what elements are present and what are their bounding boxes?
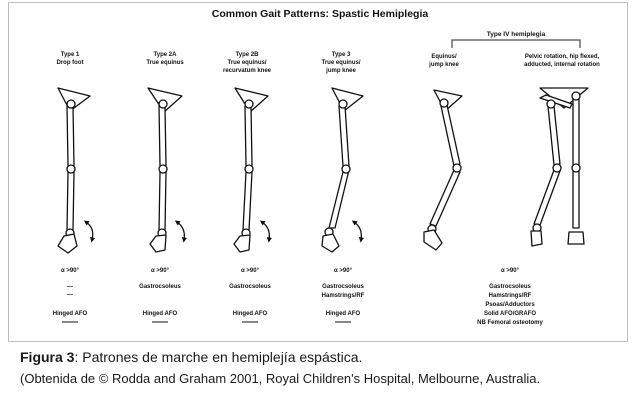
col1-treatment: Hinged AFO (52, 311, 88, 317)
col2-treatment: Hinged AFO (142, 311, 178, 317)
col4-muscle-2: Hamstrings/RF (321, 293, 365, 299)
col2-desc: True equinus (146, 60, 184, 66)
col1-desc: Drop foot (56, 60, 84, 66)
col3-treatment: Hinged AFO (232, 311, 268, 317)
pelvis-type3 (332, 88, 363, 111)
col1-type: Type 1 (60, 52, 80, 58)
col3-desc-1: True equinus/ (227, 60, 267, 66)
col1-muscle-1: — (67, 284, 73, 290)
col6-desc-1: Pelvic rotation, hip flexed, (524, 54, 600, 60)
caption-source: (Obtenida de © Rodda and Graham 2001, Royal Children's Hospital, Melbourne, Australia. (20, 371, 541, 386)
caption-text: : Patrones de marche en hemiplejía espástica. (74, 349, 363, 365)
leg-type1 (58, 88, 93, 253)
col3-desc-2: recurvatum knee (222, 68, 272, 74)
leg-type2a (148, 88, 184, 252)
col4-desc-1: True equinus/ (321, 60, 361, 66)
col1-muscle-2: — (67, 292, 73, 298)
col5-muscle-4: Solid AFO/GRAFO (483, 311, 537, 317)
leg-type3 (322, 88, 363, 252)
col6-desc-2: adducted, internal rotation (524, 62, 600, 68)
col2-angle: α >90° (151, 268, 169, 274)
col2-type: Type 2A (153, 52, 177, 58)
col4-treatment: Hinged AFO (325, 311, 361, 317)
leg-type4-equinus (424, 90, 462, 250)
leg-type4-pelvic (531, 88, 588, 246)
col5-desc-2: jump knee (429, 62, 459, 68)
col4-muscle-1: Gastrocsoleus (322, 284, 364, 290)
col5-desc-1: Equinus/ (431, 54, 457, 60)
col4-desc-2: jump knee (326, 68, 356, 74)
col1-angle: α >90° (61, 268, 79, 274)
col3-angle: α >90° (241, 268, 259, 274)
caption-line (20, 348, 630, 366)
col5-muscle-3: Psoas/Adductors (485, 302, 535, 308)
col3-type: Type 2B (235, 52, 259, 58)
col5-angle: α >90° (501, 268, 519, 274)
col5-muscle-2: Hamstrings/RF (488, 293, 532, 299)
leg-type2b (234, 88, 269, 252)
col5-muscle-1: Gastrocsoleus (489, 284, 531, 290)
col2-muscle-1: Gastrocsoleus (139, 284, 181, 290)
col5-muscle-5: NB Femoral osteotomy (477, 320, 543, 326)
col4-type: Type 3 (331, 52, 351, 58)
caption-label: Figura 3 (20, 349, 75, 365)
type-iv-label: Type IV hemiplegia (486, 31, 546, 38)
diagram-title: Common Gait Patterns: Spastic Hemiplegia (211, 8, 429, 20)
figure-caption (20, 348, 630, 388)
col4-angle: α >90° (334, 268, 352, 274)
col3-muscle-1: Gastrocsoleus (229, 284, 271, 290)
type-iv-bracket (452, 40, 580, 48)
